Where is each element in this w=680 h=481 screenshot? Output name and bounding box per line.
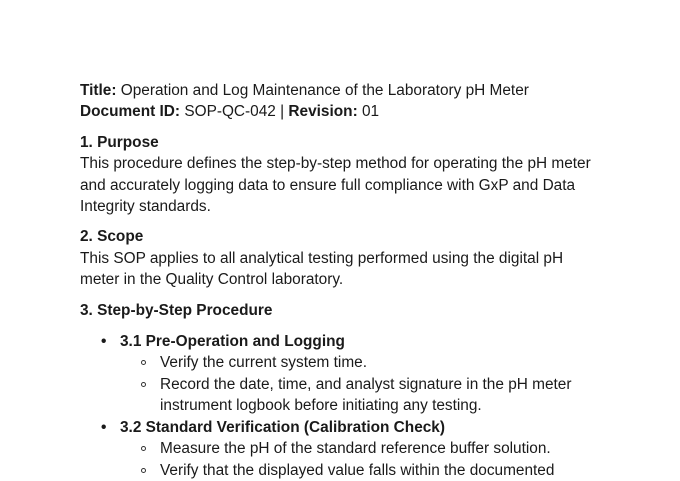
scope-heading: 2. Scope [80, 228, 144, 246]
step-text: Verify that the displayed value falls within the documented [160, 461, 555, 479]
step-text-line-1: Record the date, time, and analyst signature in the pH meter [160, 375, 572, 393]
sop-document [80, 80, 640, 481]
list-item [80, 438, 640, 459]
purpose-heading: 1. Purpose [80, 133, 159, 151]
subsection-heading: 3.2 Standard Verification (Calibration Check) [120, 418, 445, 436]
subsection-3-2 [80, 417, 640, 438]
step-text-line-2: instrument logbook before initiating any testing. [160, 397, 482, 415]
title-label: Title: [80, 82, 117, 99]
list-item [80, 460, 640, 481]
circle-bullet-icon [141, 382, 146, 387]
revision-label: Revision: [288, 103, 358, 121]
circle-bullet-icon [141, 360, 146, 365]
title-value: Operation and Log Maintenance of the Laboratory pH Meter [120, 82, 529, 99]
step-text: Verify the current system time. [160, 354, 367, 372]
scope-line-1: This SOP applies to all analytical testing performed using the digital pH [80, 249, 564, 267]
document-id-line [80, 101, 640, 122]
purpose-line-2: and accurately logging data to ensure full compliance with GxP and Data [80, 176, 576, 194]
list-item [80, 352, 640, 373]
circle-bullet-icon [141, 446, 146, 451]
list-item [80, 374, 640, 417]
document-id-label: Document ID: [80, 103, 181, 121]
procedure-heading: 3. Step-by-Step Procedure [80, 301, 273, 319]
separator: | [280, 103, 285, 121]
step-text: Measure the pH of the standard reference buffer solution. [160, 440, 551, 458]
circle-bullet-icon [141, 468, 146, 473]
bullet-icon: • [101, 418, 107, 436]
revision-value: 01 [361, 103, 380, 121]
scope-line-2: meter in the Quality Control laboratory. [80, 271, 344, 289]
bullet-icon: • [101, 333, 107, 351]
purpose-line-3: Integrity standards. [80, 198, 211, 216]
document-id-value: SOP-QC-042 [184, 103, 276, 121]
subsection-3-1 [80, 331, 640, 352]
title-line [80, 80, 640, 101]
subsection-heading: 3.1 Pre-Operation and Logging [120, 333, 345, 351]
purpose-line-1: This procedure defines the step-by-step method for operating the pH meter [80, 155, 591, 173]
